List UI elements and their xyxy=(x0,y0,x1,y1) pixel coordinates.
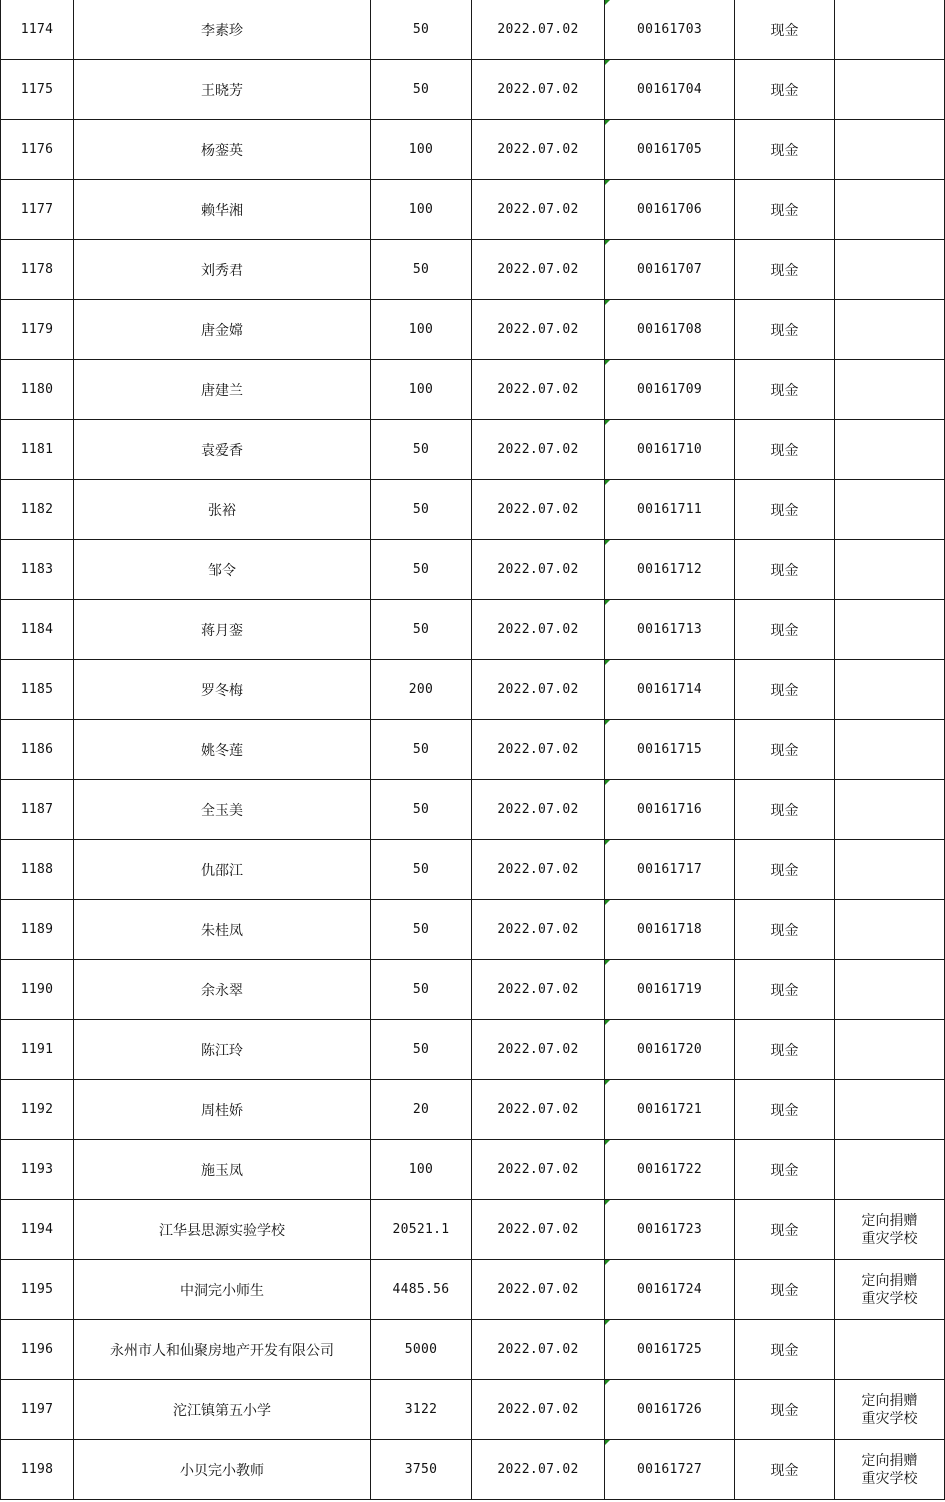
donor-name-cell: 施玉凤 xyxy=(74,1140,371,1200)
date-cell: 2022.07.02 xyxy=(472,1260,605,1320)
payment-method-cell: 现金 xyxy=(735,1440,835,1500)
entry-number-cell: 1192 xyxy=(1,1080,74,1140)
note-cell xyxy=(835,1080,945,1140)
note-cell xyxy=(835,1320,945,1380)
payment-method-cell: 现金 xyxy=(735,300,835,360)
table-row xyxy=(1,960,945,1020)
payment-method-cell: 现金 xyxy=(735,1080,835,1140)
table-row xyxy=(1,420,945,480)
date-cell: 2022.07.02 xyxy=(472,300,605,360)
date-cell: 2022.07.02 xyxy=(472,60,605,120)
payment-method-cell: 现金 xyxy=(735,60,835,120)
note-line: 重灾学校 xyxy=(861,1290,918,1307)
receipt-number-cell: 00161718 xyxy=(605,900,735,960)
entry-number-cell: 1184 xyxy=(1,600,74,660)
date-cell: 2022.07.02 xyxy=(472,1080,605,1140)
payment-method-cell: 现金 xyxy=(735,1140,835,1200)
date-cell: 2022.07.02 xyxy=(472,720,605,780)
donor-name-cell: 江华县思源实验学校 xyxy=(74,1200,371,1260)
table-row xyxy=(1,360,945,420)
date-cell: 2022.07.02 xyxy=(472,180,605,240)
payment-method-cell: 现金 xyxy=(735,1260,835,1320)
date-cell: 2022.07.02 xyxy=(472,1200,605,1260)
amount-cell: 100 xyxy=(371,1140,472,1200)
note-line: 定向捐赠 xyxy=(861,1452,918,1469)
payment-method-cell: 现金 xyxy=(735,1320,835,1380)
receipt-number-cell: 00161719 xyxy=(605,960,735,1020)
donor-name-cell: 王晓芳 xyxy=(74,60,371,120)
receipt-number-cell: 00161723 xyxy=(605,1200,735,1260)
entry-number-cell: 1187 xyxy=(1,780,74,840)
amount-cell: 20521.1 xyxy=(371,1200,472,1260)
date-cell: 2022.07.02 xyxy=(472,480,605,540)
table-row xyxy=(1,1140,945,1200)
note-cell xyxy=(835,900,945,960)
donor-name-cell: 仇邵江 xyxy=(74,840,371,900)
payment-method-cell: 现金 xyxy=(735,600,835,660)
receipt-number-cell: 00161716 xyxy=(605,780,735,840)
entry-number-cell: 1197 xyxy=(1,1380,74,1440)
entry-number-cell: 1194 xyxy=(1,1200,74,1260)
payment-method-cell: 现金 xyxy=(735,780,835,840)
receipt-number-cell: 00161727 xyxy=(605,1440,735,1500)
donor-name-cell: 中洞完小师生 xyxy=(74,1260,371,1320)
entry-number-cell: 1182 xyxy=(1,480,74,540)
entry-number-cell: 1177 xyxy=(1,180,74,240)
date-cell: 2022.07.02 xyxy=(472,840,605,900)
table-row xyxy=(1,900,945,960)
payment-method-cell: 现金 xyxy=(735,1200,835,1260)
note-cell xyxy=(835,360,945,420)
note-line: 定向捐赠 xyxy=(861,1392,918,1409)
note-cell xyxy=(835,720,945,780)
table-row xyxy=(1,660,945,720)
table-row xyxy=(1,240,945,300)
entry-number-cell: 1174 xyxy=(1,0,74,60)
note-cell xyxy=(835,0,945,60)
date-cell: 2022.07.02 xyxy=(472,540,605,600)
payment-method-cell: 现金 xyxy=(735,120,835,180)
amount-cell: 50 xyxy=(371,600,472,660)
table-row xyxy=(1,1080,945,1140)
donor-name-cell: 小贝完小教师 xyxy=(74,1440,371,1500)
note-line: 定向捐赠 xyxy=(861,1272,918,1289)
donor-name-cell: 唐金嫦 xyxy=(74,300,371,360)
receipt-number-cell: 00161725 xyxy=(605,1320,735,1380)
amount-cell: 100 xyxy=(371,360,472,420)
entry-number-cell: 1189 xyxy=(1,900,74,960)
table-row xyxy=(1,1380,945,1440)
payment-method-cell: 现金 xyxy=(735,660,835,720)
date-cell: 2022.07.02 xyxy=(472,1320,605,1380)
table-row xyxy=(1,120,945,180)
amount-cell: 4485.56 xyxy=(371,1260,472,1320)
donor-name-cell: 全玉美 xyxy=(74,780,371,840)
amount-cell: 5000 xyxy=(371,1320,472,1380)
receipt-number-cell: 00161710 xyxy=(605,420,735,480)
date-cell: 2022.07.02 xyxy=(472,420,605,480)
donor-name-cell: 李素珍 xyxy=(74,0,371,60)
note-cell xyxy=(835,540,945,600)
payment-method-cell: 现金 xyxy=(735,0,835,60)
payment-method-cell: 现金 xyxy=(735,180,835,240)
receipt-number-cell: 00161705 xyxy=(605,120,735,180)
note-cell xyxy=(835,600,945,660)
amount-cell: 50 xyxy=(371,780,472,840)
receipt-number-cell: 00161720 xyxy=(605,1020,735,1080)
payment-method-cell: 现金 xyxy=(735,960,835,1020)
date-cell: 2022.07.02 xyxy=(472,900,605,960)
payment-method-cell: 现金 xyxy=(735,720,835,780)
amount-cell: 50 xyxy=(371,720,472,780)
note-line: 重灾学校 xyxy=(861,1230,918,1247)
note-cell xyxy=(835,1200,945,1260)
entry-number-cell: 1175 xyxy=(1,60,74,120)
entry-number-cell: 1195 xyxy=(1,1260,74,1320)
table-row xyxy=(1,0,945,60)
note-cell xyxy=(835,960,945,1020)
note-cell xyxy=(835,840,945,900)
amount-cell: 200 xyxy=(371,660,472,720)
table-row xyxy=(1,600,945,660)
note-cell xyxy=(835,1140,945,1200)
note-cell xyxy=(835,1440,945,1500)
note-cell xyxy=(835,300,945,360)
donor-name-cell: 杨銮英 xyxy=(74,120,371,180)
amount-cell: 50 xyxy=(371,240,472,300)
entry-number-cell: 1181 xyxy=(1,420,74,480)
receipt-number-cell: 00161721 xyxy=(605,1080,735,1140)
amount-cell: 50 xyxy=(371,420,472,480)
amount-cell: 50 xyxy=(371,540,472,600)
entry-number-cell: 1191 xyxy=(1,1020,74,1080)
note-cell xyxy=(835,1260,945,1320)
donor-name-cell: 袁爱香 xyxy=(74,420,371,480)
note-cell xyxy=(835,660,945,720)
note-cell xyxy=(835,780,945,840)
donor-name-cell: 唐建兰 xyxy=(74,360,371,420)
receipt-number-cell: 00161724 xyxy=(605,1260,735,1320)
table-row xyxy=(1,540,945,600)
amount-cell: 3750 xyxy=(371,1440,472,1500)
ledger-body xyxy=(1,0,945,1500)
table-row xyxy=(1,1440,945,1500)
table-row xyxy=(1,840,945,900)
table-row xyxy=(1,720,945,780)
note-line: 定向捐赠 xyxy=(861,1212,918,1229)
amount-cell: 50 xyxy=(371,900,472,960)
donor-name-cell: 沱江镇第五小学 xyxy=(74,1380,371,1440)
date-cell: 2022.07.02 xyxy=(472,1020,605,1080)
amount-cell: 3122 xyxy=(371,1380,472,1440)
amount-cell: 100 xyxy=(371,300,472,360)
date-cell: 2022.07.02 xyxy=(472,120,605,180)
table-row xyxy=(1,180,945,240)
receipt-number-cell: 00161726 xyxy=(605,1380,735,1440)
entry-number-cell: 1176 xyxy=(1,120,74,180)
donor-name-cell: 蒋月銮 xyxy=(74,600,371,660)
receipt-number-cell: 00161711 xyxy=(605,480,735,540)
entry-number-cell: 1188 xyxy=(1,840,74,900)
date-cell: 2022.07.02 xyxy=(472,660,605,720)
table-row xyxy=(1,60,945,120)
amount-cell: 100 xyxy=(371,120,472,180)
amount-cell: 50 xyxy=(371,480,472,540)
date-cell: 2022.07.02 xyxy=(472,1440,605,1500)
date-cell: 2022.07.02 xyxy=(472,960,605,1020)
amount-cell: 50 xyxy=(371,60,472,120)
receipt-number-cell: 00161714 xyxy=(605,660,735,720)
table-row xyxy=(1,780,945,840)
payment-method-cell: 现金 xyxy=(735,540,835,600)
note-cell xyxy=(835,120,945,180)
amount-cell: 50 xyxy=(371,1020,472,1080)
receipt-number-cell: 00161707 xyxy=(605,240,735,300)
note-cell xyxy=(835,60,945,120)
payment-method-cell: 现金 xyxy=(735,840,835,900)
table-row xyxy=(1,300,945,360)
donor-name-cell: 永州市人和仙聚房地产开发有限公司 xyxy=(74,1320,371,1380)
payment-method-cell: 现金 xyxy=(735,1380,835,1440)
amount-cell: 50 xyxy=(371,840,472,900)
entry-number-cell: 1179 xyxy=(1,300,74,360)
date-cell: 2022.07.02 xyxy=(472,1380,605,1440)
donor-name-cell: 周桂娇 xyxy=(74,1080,371,1140)
note-line: 重灾学校 xyxy=(861,1410,918,1427)
receipt-number-cell: 00161712 xyxy=(605,540,735,600)
table-row xyxy=(1,1020,945,1080)
receipt-number-cell: 00161717 xyxy=(605,840,735,900)
donor-name-cell: 朱桂凤 xyxy=(74,900,371,960)
payment-method-cell: 现金 xyxy=(735,480,835,540)
payment-method-cell: 现金 xyxy=(735,420,835,480)
payment-method-cell: 现金 xyxy=(735,1020,835,1080)
entry-number-cell: 1196 xyxy=(1,1320,74,1380)
payment-method-cell: 现金 xyxy=(735,240,835,300)
receipt-number-cell: 00161703 xyxy=(605,0,735,60)
receipt-number-cell: 00161708 xyxy=(605,300,735,360)
amount-cell: 50 xyxy=(371,960,472,1020)
amount-cell: 20 xyxy=(371,1080,472,1140)
entry-number-cell: 1190 xyxy=(1,960,74,1020)
entry-number-cell: 1186 xyxy=(1,720,74,780)
donor-name-cell: 刘秀君 xyxy=(74,240,371,300)
note-cell xyxy=(835,480,945,540)
entry-number-cell: 1198 xyxy=(1,1440,74,1500)
payment-method-cell: 现金 xyxy=(735,900,835,960)
note-cell xyxy=(835,240,945,300)
receipt-number-cell: 00161713 xyxy=(605,600,735,660)
donor-name-cell: 赖华湘 xyxy=(74,180,371,240)
entry-number-cell: 1193 xyxy=(1,1140,74,1200)
table-row xyxy=(1,1260,945,1320)
note-line: 重灾学校 xyxy=(861,1470,918,1487)
note-cell xyxy=(835,420,945,480)
table-row xyxy=(1,1320,945,1380)
table-row xyxy=(1,1200,945,1260)
amount-cell: 50 xyxy=(371,0,472,60)
donor-name-cell: 余永翠 xyxy=(74,960,371,1020)
table-row xyxy=(1,480,945,540)
date-cell: 2022.07.02 xyxy=(472,1140,605,1200)
receipt-number-cell: 00161709 xyxy=(605,360,735,420)
donor-name-cell: 罗冬梅 xyxy=(74,660,371,720)
date-cell: 2022.07.02 xyxy=(472,0,605,60)
date-cell: 2022.07.02 xyxy=(472,780,605,840)
donor-name-cell: 陈江玲 xyxy=(74,1020,371,1080)
payment-method-cell: 现金 xyxy=(735,360,835,420)
donor-name-cell: 张裕 xyxy=(74,480,371,540)
entry-number-cell: 1185 xyxy=(1,660,74,720)
receipt-number-cell: 00161704 xyxy=(605,60,735,120)
donor-name-cell: 姚冬莲 xyxy=(74,720,371,780)
receipt-number-cell: 00161722 xyxy=(605,1140,735,1200)
donor-name-cell: 邹令 xyxy=(74,540,371,600)
entry-number-cell: 1180 xyxy=(1,360,74,420)
entry-number-cell: 1178 xyxy=(1,240,74,300)
entry-number-cell: 1183 xyxy=(1,540,74,600)
receipt-number-cell: 00161715 xyxy=(605,720,735,780)
amount-cell: 100 xyxy=(371,180,472,240)
date-cell: 2022.07.02 xyxy=(472,600,605,660)
note-cell xyxy=(835,1020,945,1080)
date-cell: 2022.07.02 xyxy=(472,240,605,300)
receipt-number-cell: 00161706 xyxy=(605,180,735,240)
date-cell: 2022.07.02 xyxy=(472,360,605,420)
note-cell xyxy=(835,180,945,240)
note-cell xyxy=(835,1380,945,1440)
